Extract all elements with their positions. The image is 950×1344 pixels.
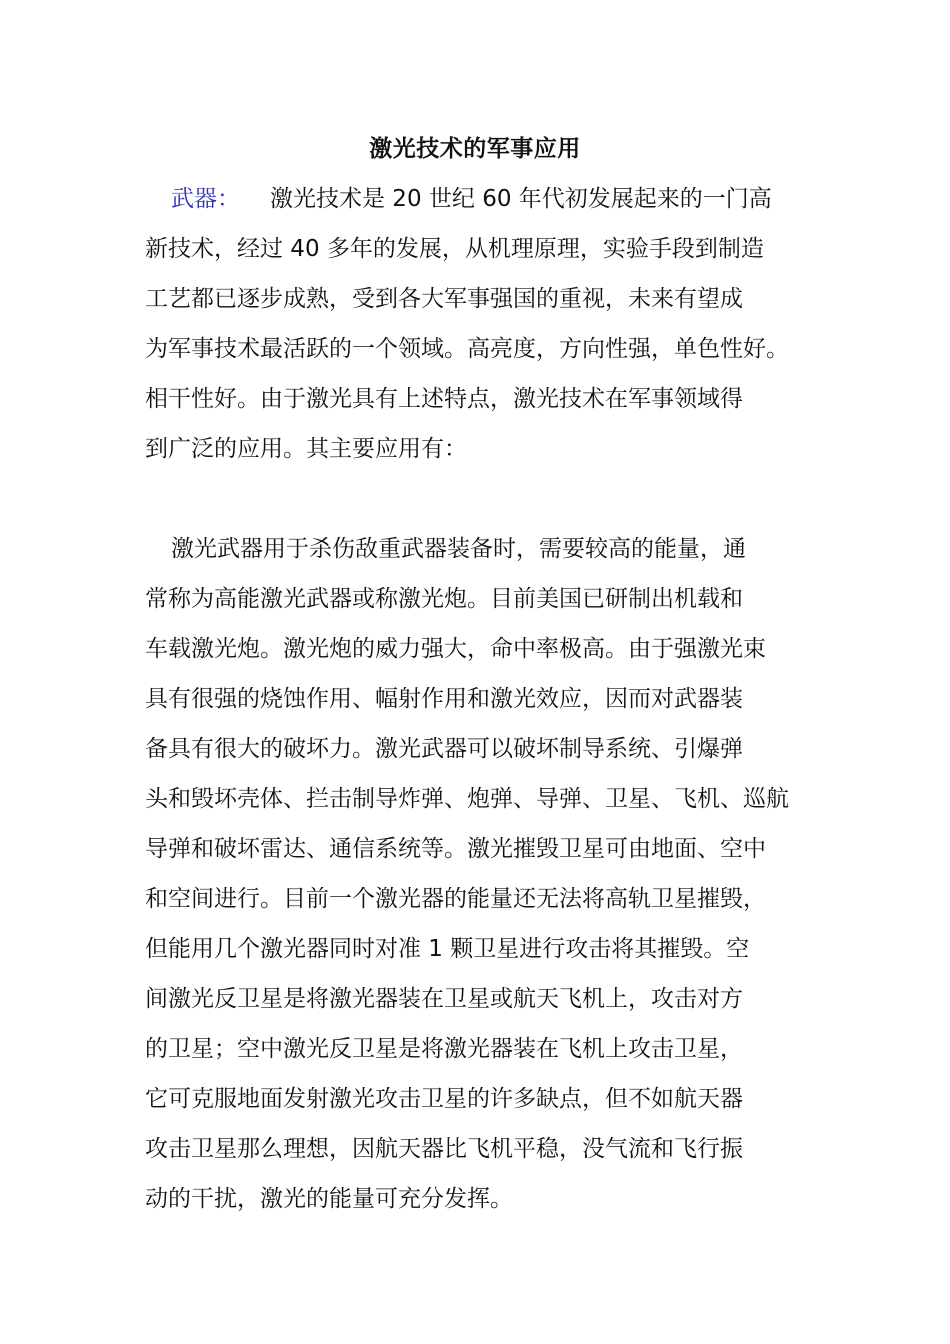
paragraph2-line-11: 的卫星；空中激光反卫星是将激光器装在飞机上攻击卫星， bbox=[145, 1036, 743, 1062]
paragraph2-line-8: 和空间进行。目前一个激光器的能量还无法将高轨卫星摧毁， bbox=[145, 886, 766, 912]
document-title: 激光技术的军事应用 bbox=[369, 136, 581, 162]
paragraph1-line-1-text: 激光技术是 20 世纪 60 年代初发展起来的一门高 bbox=[270, 186, 772, 212]
section-label: 武器： bbox=[171, 186, 240, 212]
paragraph2-line-13: 攻击卫星那么理想，因航天器比飞机平稳，没气流和飞行振 bbox=[145, 1136, 743, 1162]
paragraph2-line-12: 它可克服地面发射激光攻击卫星的许多缺点，但不如航天器 bbox=[145, 1086, 743, 1112]
paragraph1-line-2: 新技术，经过 40 多年的发展，从机理原理，实验手段到制造 bbox=[145, 236, 764, 262]
paragraph2-line-6: 头和毁坏壳体、拦击制导炸弹、炮弹、导弹、卫星、飞机、巡航 bbox=[145, 786, 789, 812]
paragraph2-line-2: 常称为高能激光武器或称激光炮。目前美国已研制出机载和 bbox=[145, 586, 743, 612]
paragraph2-line-1: 激光武器用于杀伤敌重武器装备时，需要较高的能量，通 bbox=[171, 536, 746, 562]
paragraph2-line-5: 备具有很大的破坏力。激光武器可以破坏制导系统、引爆弹 bbox=[145, 736, 743, 762]
paragraph2-line-4: 具有很强的烧蚀作用、幅射作用和激光效应，因而对武器装 bbox=[145, 686, 743, 712]
paragraph1-line-5: 相干性好。由于激光具有上述特点，激光技术在军事领域得 bbox=[145, 386, 743, 412]
paragraph2-line-7: 导弹和破坏雷达、通信系统等。激光摧毁卫星可由地面、空中 bbox=[145, 836, 766, 862]
paragraph2-line-10: 间激光反卫星是将激光器装在卫星或航天飞机上，攻击对方 bbox=[145, 986, 743, 1012]
paragraph1-line-3: 工艺都已逐步成熟，受到各大军事强国的重视，未来有望成 bbox=[145, 286, 743, 312]
paragraph1-line-1 bbox=[171, 183, 772, 215]
paragraph1-line-4: 为军事技术最活跃的一个领域。高亮度，方向性强，单色性好。 bbox=[145, 336, 789, 362]
paragraph1-line-6: 到广泛的应用。其主要应用有： bbox=[145, 436, 467, 462]
paragraph2-line-14: 动的干扰，激光的能量可充分发挥。 bbox=[145, 1186, 513, 1212]
paragraph2-line-9: 但能用几个激光器同时对准 1 颗卫星进行攻击将其摧毁。空 bbox=[145, 936, 750, 962]
paragraph2-line-3: 车载激光炮。激光炮的威力强大，命中率极高。由于强激光束 bbox=[145, 636, 766, 662]
